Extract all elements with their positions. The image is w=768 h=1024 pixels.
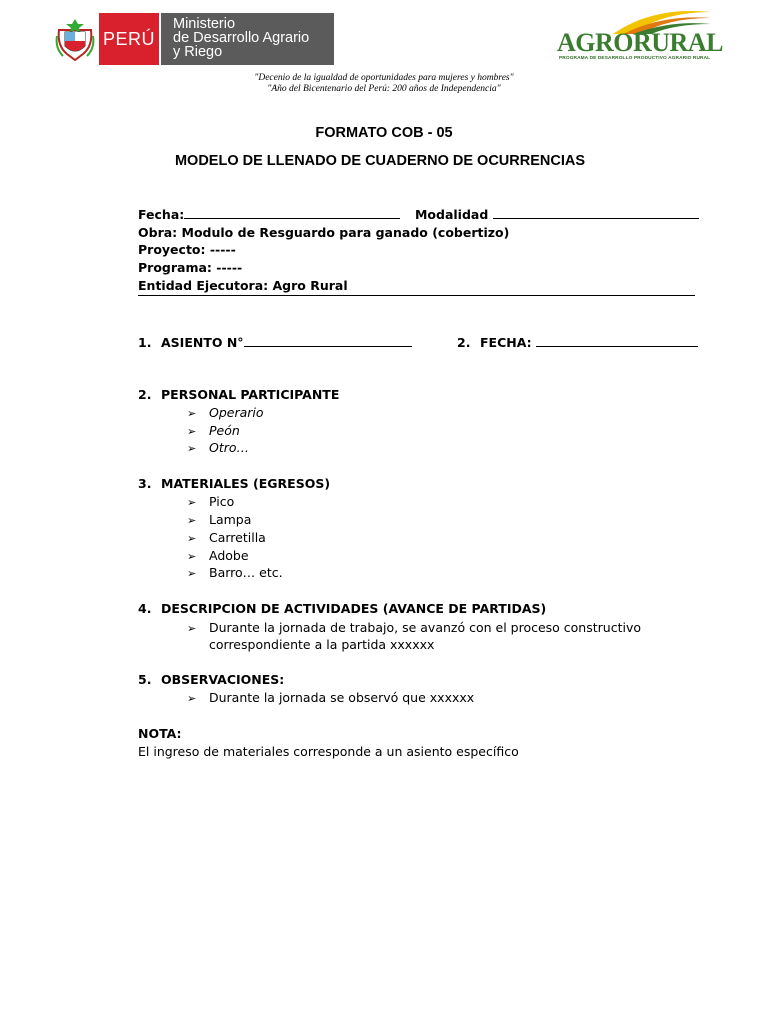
decade-quote: "Decenio de la igualdad de oportunidades para mujeres y hombres" xyxy=(254,73,514,83)
list-item-continuation: correspondiente a la partida xxxxxx xyxy=(209,637,435,652)
nota-text: El ingreso de materiales corresponde a un asiento específico xyxy=(138,744,519,759)
ministry-line: y Riego xyxy=(173,44,223,60)
peru-coat-of-arms-icon xyxy=(52,13,98,65)
arrow-bullet-icon: ➢ xyxy=(187,442,197,455)
list-item-text: Adobe xyxy=(209,548,249,563)
section-number: 5. xyxy=(138,672,152,687)
ministry-line: Ministerio xyxy=(173,16,236,32)
arrow-bullet-icon: ➢ xyxy=(187,514,197,527)
list-item xyxy=(187,440,249,455)
list-item xyxy=(187,565,283,580)
list-item-text: Carretilla xyxy=(209,530,266,545)
programa-line: Programa: ----- xyxy=(138,260,243,275)
document-title: MODELO DE LLENADO DE CUADERNO DE OCURRENCIAS xyxy=(174,153,586,169)
section-number: 3. xyxy=(138,476,152,491)
list-item xyxy=(187,530,266,545)
section-title: MATERIALES (EGRESOS) xyxy=(161,476,331,491)
nota-heading: NOTA: xyxy=(138,726,182,741)
list-item-text: Otro… xyxy=(209,440,250,455)
asiento-blank xyxy=(244,334,412,347)
fecha-number: 2. xyxy=(457,335,471,350)
government-logo xyxy=(52,13,334,65)
info-divider xyxy=(138,295,695,296)
asiento-row xyxy=(138,334,412,350)
modalidad-blank xyxy=(493,206,699,219)
asiento-label: ASIENTO N° xyxy=(161,335,244,350)
arrow-bullet-icon: ➢ xyxy=(187,532,197,545)
list-item xyxy=(187,494,234,509)
agrorural-wordmark: AGRORURAL xyxy=(557,28,723,57)
arrow-bullet-icon: ➢ xyxy=(187,692,197,705)
fecha-asiento-label: FECHA: xyxy=(480,335,532,350)
section-number: 4. xyxy=(138,601,152,616)
list-item xyxy=(187,512,251,527)
list-item-text: Peón xyxy=(209,423,240,438)
list-item-text: Durante la jornada de trabajo, se avanzó con el proceso constructivo xyxy=(209,620,641,635)
arrow-bullet-icon: ➢ xyxy=(187,550,197,563)
list-item xyxy=(187,423,240,438)
list-item-text: Operario xyxy=(209,405,264,420)
bicentennial-quote: "Año del Bicentenario del Perú: 200 años de Independencia" xyxy=(267,84,501,94)
section-title: OBSERVACIONES: xyxy=(161,672,285,687)
arrow-bullet-icon: ➢ xyxy=(187,407,197,420)
observaciones-heading xyxy=(138,672,284,687)
entidad-line: Entidad Ejecutora: Agro Rural xyxy=(138,278,348,293)
asiento-number: 1. xyxy=(138,335,152,350)
obra-line: Obra: Modulo de Resguardo para ganado (cobertizo) xyxy=(138,225,510,240)
arrow-bullet-icon: ➢ xyxy=(187,496,197,509)
modalidad-label: Modalidad xyxy=(414,207,489,222)
arrow-bullet-icon: ➢ xyxy=(187,425,197,438)
descripcion-heading xyxy=(138,601,546,616)
agrorural-logo xyxy=(553,6,723,70)
list-item-text: Durante la jornada se observó que xxxxxx xyxy=(209,690,475,705)
ministry-line: de Desarrollo Agrario xyxy=(173,30,310,46)
fecha-blank xyxy=(184,206,400,219)
list-item-text: Pico xyxy=(209,494,235,509)
fecha-row xyxy=(138,206,699,222)
section-number: 2. xyxy=(138,387,152,402)
materiales-heading xyxy=(138,476,330,491)
peru-label: PERÚ xyxy=(99,13,159,65)
list-item-text: Barro… etc. xyxy=(209,565,283,580)
proyecto-line: Proyecto: ----- xyxy=(138,242,236,257)
fecha-asiento-row xyxy=(457,334,698,350)
arrow-bullet-icon: ➢ xyxy=(187,622,197,635)
fecha-label: Fecha: xyxy=(138,207,185,222)
personal-heading xyxy=(138,387,339,402)
list-item xyxy=(187,690,474,705)
section-title: PERSONAL PARTICIPANTE xyxy=(161,387,340,402)
list-item xyxy=(187,548,249,563)
format-code-title: FORMATO COB - 05 xyxy=(315,125,453,141)
list-item xyxy=(187,405,264,420)
list-item-text: Lampa xyxy=(209,512,252,527)
ministry-name xyxy=(161,13,334,65)
fecha-asiento-blank xyxy=(536,334,698,347)
section-title: DESCRIPCION DE ACTIVIDADES (AVANCE DE PARTIDAS) xyxy=(161,601,547,616)
list-item xyxy=(187,620,641,635)
agrorural-subtitle: PROGRAMA DE DESARROLLO PRODUCTIVO AGRARIO RURAL xyxy=(559,56,711,61)
arrow-bullet-icon: ➢ xyxy=(187,567,197,580)
